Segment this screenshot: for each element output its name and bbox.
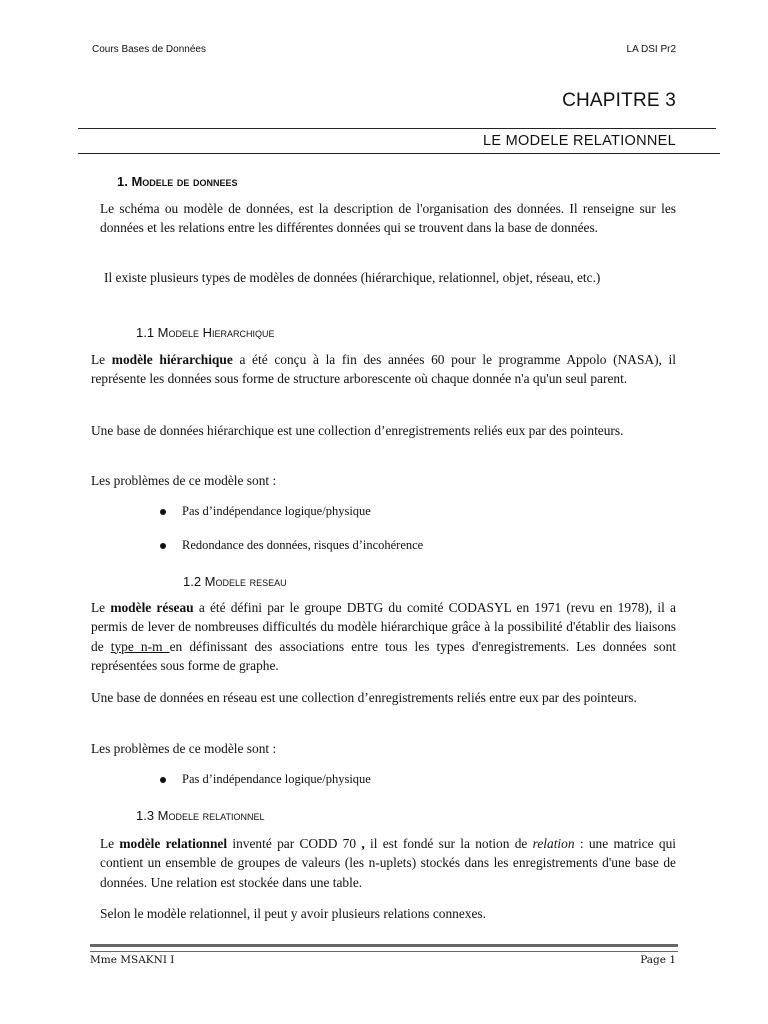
section-1-paragraph-2: Il existe plusieurs types de modèles de données (hiérarchique, relationnel, objet, réseau, etc.)	[104, 270, 601, 285]
section-1-2-paragraph-3: Les problèmes de ce modèle sont :	[91, 741, 277, 756]
chapter-title: LE MODELE RELATIONNEL	[483, 133, 676, 149]
section-1-1-heading: 1.1 Modele Hierarchique	[136, 325, 275, 340]
section-1-1-paragraph-2: Une base de données hiérarchique est une collection d’enregistrements reliés eux par des pointeurs.	[91, 423, 624, 438]
list-item: Pas d’indépendance logique/physique	[160, 504, 371, 519]
section-1-2-paragraph-2: Une base de données en réseau est une collection d’enregistrements reliés entre eux par des pointeurs.	[91, 690, 637, 705]
section-1-2-heading: 1.2 Modele reseau	[183, 574, 287, 589]
footer-rule	[90, 944, 678, 952]
list-item: Pas d’indépendance logique/physique	[160, 772, 371, 787]
chapter-rule-bottom	[78, 153, 720, 154]
section-1-2-paragraph-1: Le modèle réseau a été défini par le groupe DBTG du comité CODASYL en 1971 (revu en 1978), il a permis de lever de nombreuses difficultés du modèle hiérarchique grâce à la possibilité d'établir des liaisons de type n-m en définissant des associations entre tous les types d'enregistrements. Les données sont représentées sous forme de graphe.	[91, 600, 676, 673]
section-1-3-paragraph-2: Selon le modèle relationnel, il peut y avoir plusieurs relations connexes.	[100, 906, 486, 921]
section-1-3-heading: 1.3 Modele relationnel	[136, 808, 265, 823]
footer-author: Mme MSAKNI I	[90, 954, 175, 966]
section-1-1-paragraph-1: Le modèle hiérarchique a été conçu à la fin des années 60 pour le programme Appolo (NASA), il représente les données sous forme de structure arborescente où chaque donnée n'a qu'un seul parent.	[91, 352, 677, 387]
section-1-1-paragraph-3: Les problèmes de ce modèle sont :	[91, 473, 277, 488]
chapter-number: CHAPITRE 3	[562, 90, 676, 111]
bullet-icon	[160, 543, 166, 549]
section-1-heading: 1. Modele de donnees	[117, 174, 238, 189]
list-item: Redondance des données, risques d’incohérence	[160, 538, 423, 553]
section-1-3-paragraph-1: Le modèle relationnel inventé par CODD 70 , il est fondé sur la notion de relation : une matrice qui contient un ensemble de groupes de valeurs (les n-uplets) stockés dans les enregistrements d'une base de données. Une relation est stockée dans une table.	[100, 836, 676, 890]
section-1-paragraph-1: Le schéma ou modèle de données, est la description de l'organisation des données. Il renseigne sur les données et les relations entre les différentes données qui se trouvent dans la base de données.	[100, 201, 676, 236]
header-course-title: Cours Bases de Données	[92, 44, 206, 55]
footer-page-number: Page 1	[640, 954, 676, 966]
header-class-label: LA DSI Pr2	[626, 44, 676, 55]
bullet-icon	[160, 777, 166, 783]
chapter-rule-top	[78, 128, 716, 129]
bullet-icon	[160, 509, 166, 515]
